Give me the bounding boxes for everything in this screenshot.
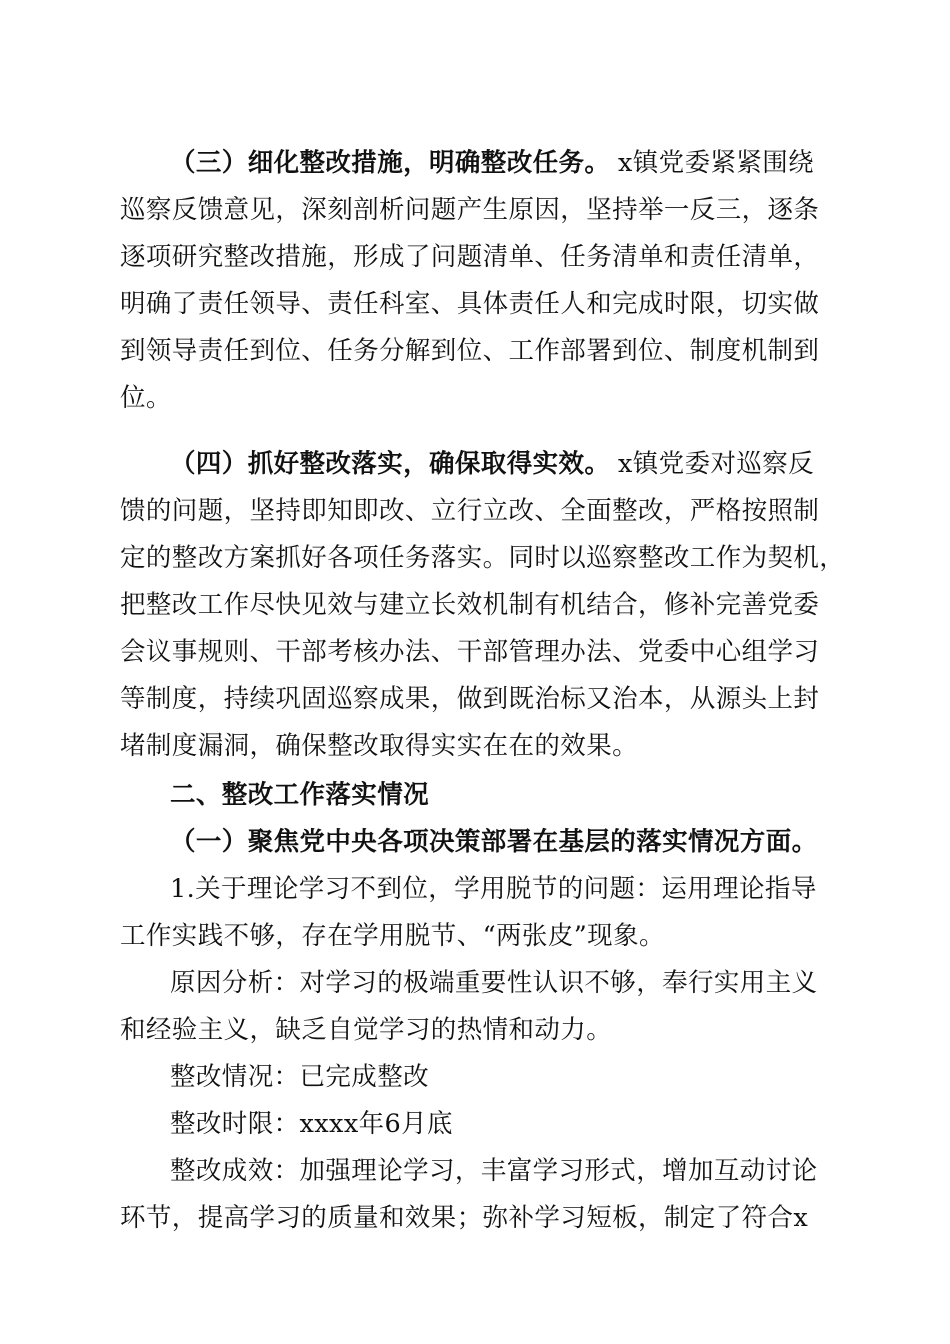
- section-heading-3: （三）细化整改措施，明确整改任务。: [170, 148, 611, 178]
- paragraph-line: 馈的问题，坚持即知即改、立行立改、全面整改，严格按照制: [120, 496, 820, 526]
- paragraph-line: 等制度，持续巩固巡察成果，做到既治标又治本，从源头上封: [120, 684, 820, 714]
- rectification-deadline-line: 整改时限：xxxx年6月底: [170, 1109, 453, 1139]
- paragraph-line: 到领导责任到位、任务分解到位、工作部署到位、制度机制到: [120, 336, 820, 366]
- paragraph-line: 位。: [120, 383, 172, 413]
- chapter-heading: 二、整改工作落实情况: [170, 780, 430, 810]
- issue-line: 工作实践不够，存在学用脱节、“两张皮”现象。: [120, 921, 665, 951]
- paragraph-line: 堵制度漏洞，确保整改取得实实在在的效果。: [120, 731, 639, 761]
- paragraph-line: 定的整改方案抓好各项任务落实。同时以巡察整改工作为契机，: [120, 543, 846, 573]
- paragraph-line: x镇党委对巡察反: [618, 449, 815, 479]
- section-heading-4: （四）抓好整改落实，确保取得实效。: [170, 449, 611, 479]
- paragraph-line: 把整改工作尽快见效与建立长效机制有机结合，修补完善党委: [120, 590, 820, 620]
- paragraph-line: 明确了责任领导、责任科室、具体责任人和完成时限，切实做: [120, 289, 820, 319]
- paragraph-line: 逐项研究整改措施，形成了问题清单、任务清单和责任清单，: [120, 242, 820, 272]
- paragraph-line: 会议事规则、干部考核办法、干部管理办法、党委中心组学习: [120, 637, 820, 667]
- rectification-result-line: 环节，提高学习的质量和效果；弥补学习短板，制定了符合x: [120, 1203, 809, 1233]
- paragraph-line: x镇党委紧紧围绕: [618, 148, 815, 178]
- cause-analysis-line: 和经验主义，缺乏自觉学习的热情和动力。: [120, 1015, 613, 1045]
- rectification-status-line: 整改情况：已完成整改: [170, 1062, 430, 1092]
- subsection-heading-1: （一）聚焦党中央各项决策部署在基层的落实情况方面。: [170, 827, 818, 857]
- issue-line: 1.关于理论学习不到位，学用脱节的问题：运用理论指导: [170, 874, 817, 904]
- cause-analysis-line: 原因分析：对学习的极端重要性认识不够，奉行实用主义: [170, 968, 818, 998]
- paragraph-line: 巡察反馈意见，深刻剖析问题产生原因，坚持举一反三，逐条: [120, 195, 820, 225]
- rectification-result-line: 整改成效：加强理论学习，丰富学习形式，增加互动讨论: [170, 1156, 818, 1186]
